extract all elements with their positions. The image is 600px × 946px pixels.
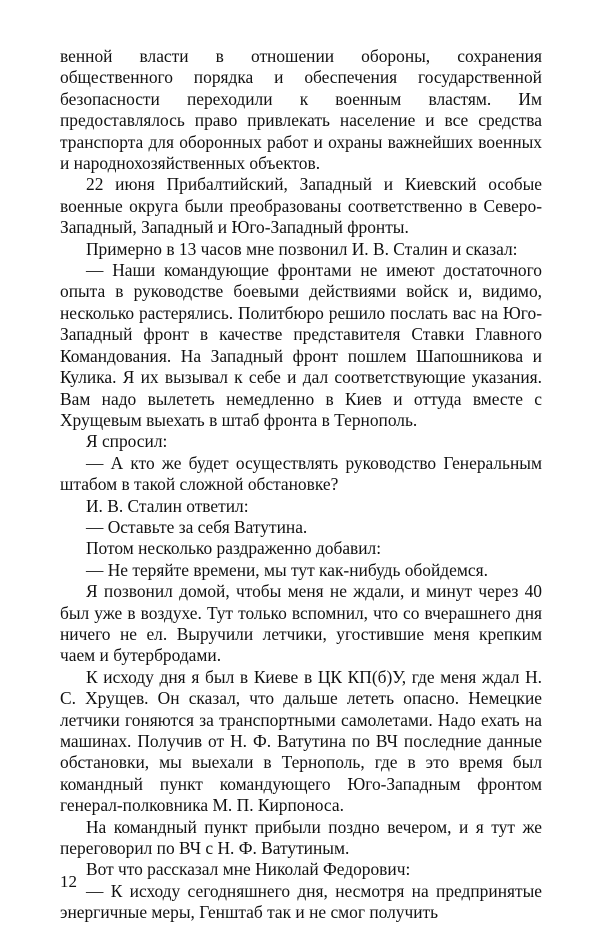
paragraph-question: — А кто же будет осуществлять руководство Генеральным штабом в такой сложной обстановке? xyxy=(60,452,542,495)
paragraph-stalin-speech: — Наши командующие фронтами не имеют достаточного опыта в руководстве боевыми действиями войск и, видимо, несколько растерялись. Политбюро решило послать вас на Юго-Западный фронт в качестве представителя Ставки Главного Командования. На Западный фронт пошлем Шапошникова и Кулика. Я их вызывал к себе и дал соответствующие указания. Вам надо вылететь немедленно в Киев и оттуда вместе с Хрущевым выехать в штаб фронта в Тернополь. xyxy=(60,260,542,430)
paragraph-i-asked: Я спросил: xyxy=(86,431,168,452)
paragraph-called-home: Я позвонил домой, чтобы меня не ждали, и минут через 40 был уже в воздухе. Тут только вспомнил, что со вчерашнего дня ничего не ел. Выручили летчики, угостившие меня крепким чаем и бутербродами. xyxy=(60,581,542,666)
paragraph-continuation: венной власти в отношении обороны, сохранения общественного порядка и обеспечения государственной безопасности переходили к военным властям. Им предоставлялось право привлекать население и все средства транспорта для оборонных работ и охраны важнейших военных и народнохозяйственных объектов. xyxy=(60,46,542,174)
paragraph-command-post: На командный пункт прибыли поздно вечером, и я тут же переговорил по ВЧ с Н. Ф. Ватутиным. xyxy=(60,816,542,859)
paragraph-vatutin-told: Вот что рассказал мне Николай Федорович: xyxy=(86,859,411,880)
paragraph-kiev: К исходу дня я был в Киеве в ЦК КП(б)У, где меня ждал Н. С. Хрущев. Он сказал, что дальше лететь опасно. Немецкие летчики гоняются за транспортными самолетами. Надо ехать на машинах. Получив от Н. Ф. Ватутина по ВЧ последние данные обстановки, мы выехали в Тернополь, где в это время был командный пункт командующего Юго-Западным фронтом генерал-полковника М. П. Кирпоноса. xyxy=(60,666,542,816)
paragraph-irritated: Потом несколько раздраженно добавил: xyxy=(86,538,382,559)
paragraph-stalin-answered: И. В. Сталин ответил: xyxy=(86,495,249,516)
paragraph-fronts-reorganized: 22 июня Прибалтийский, Западный и Киевский особые военные округа были преобразованы соответственно в Северо-Западный, Западный и Юго-Западный фронты. xyxy=(60,174,542,238)
page-text-block xyxy=(60,46,542,924)
paragraph-dont-waste-time: — Не теряйте времени, мы тут как-нибудь обойдемся. xyxy=(86,559,488,580)
paragraph-end-of-day: — К исходу сегодняшнего дня, несмотря на предпринятые энергичные меры, Генштаб так и не смог получить xyxy=(60,880,542,923)
paragraph-leave-vatutin: — Оставьте за себя Ватутина. xyxy=(86,516,308,537)
page-number: 12 xyxy=(60,872,77,891)
paragraph-stalin-call: Примерно в 13 часов мне позвонил И. В. Сталин и сказал: xyxy=(86,238,518,259)
